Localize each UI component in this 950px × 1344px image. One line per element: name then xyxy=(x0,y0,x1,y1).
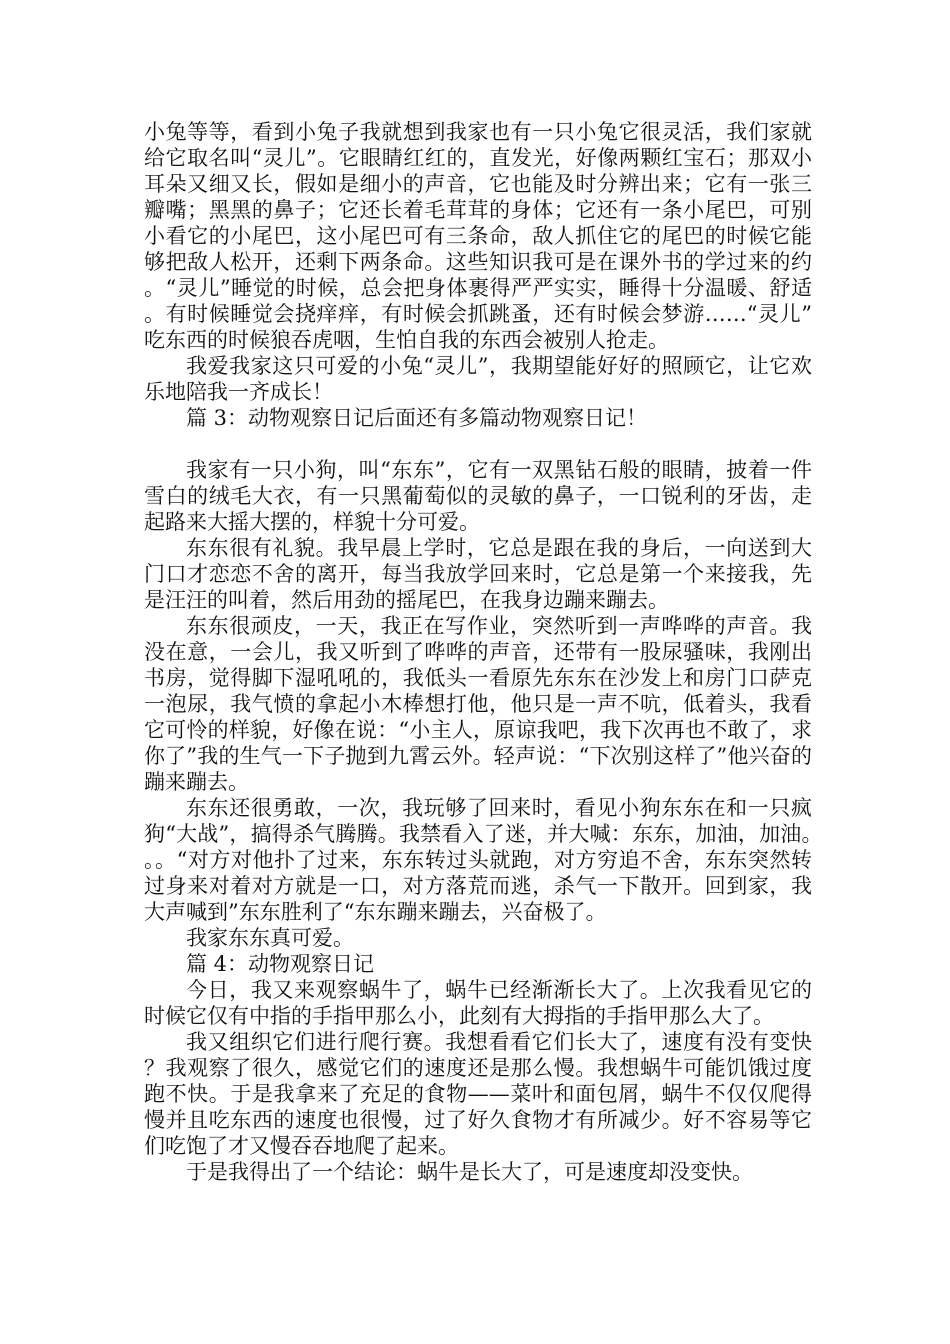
paragraph-dog-naughty: 东东很顽皮，一天，我正在写作业，突然听到一声哗哗的声音。我没在意，一会儿，我又听到了哗哗的声音，还带有一股尿骚味，我刚出书房，觉得脚下湿吼吼的，我低头一看原先东东在沙发上和房门口萨克一泡尿，我气愤的拿起小木棒想打他，他只是一声不吭，低着头，我看它可怜的样貌，好像在说：“小主人，原谅我吧，我下次再也不敢了，求你了”我的生气一下子抛到九霄云外。轻声说：“下次别这样了”他兴奋的蹦来蹦去。 xyxy=(144,614,812,794)
paragraph-dog-polite: 东东很有礼貌。我早晨上学时，它总是跟在我的身后，一向送到大门口才恋恋不舍的离开，每当我放学回来时，它总是第一个来接我，先是汪汪的叫着，然后用劲的摇尾巴，在我身边蹦来蹦去。 xyxy=(144,536,812,612)
document-page xyxy=(144,119,812,1185)
paragraph-snail-race: 我又组织它们进行爬行赛。我想看看它们长大了，速度有没有变快？我观察了很久，感觉它们的速度还是那么慢。我想蜗牛可能饥饿过度跑不快。于是我拿来了充足的食物——菜叶和面包屑，蜗牛不仅仅爬得慢并且吃东西的速度也很慢，过了好久食物才有所减少。好不容易等它们吃饱了才又慢吞吞地爬了起来。 xyxy=(144,1030,812,1158)
paragraph-rabbit-description: 小兔等等，看到小兔子我就想到我家也有一只小兔它很灵活，我们家就给它取名叫“灵儿”。它眼睛红红的，直发光，好像两颗红宝石；那双小耳朵又细又长，假如是细小的声音，它也能及时分辨出来；它有一张三瓣嘴；黑黑的鼻子；它还长着毛茸茸的身体；它还有一条小尾巴，可别小看它的小尾巴，这小尾巴可有三条命，敌人抓住它的尾巴的时候它能够把敌人松开，还剩下两条命。这些知识我可是在课外书的学过来的约。“灵儿”睡觉的时候，总会把身体裹得严严实实，睡得十分温暖、舒适。有时候睡觉会挠痒痒，有时候会抓跳蚤，还有时候会梦游……“灵儿”吃东西的时候狼吞虎咽，生怕自我的东西会被别人抢走。 xyxy=(144,120,812,352)
heading-chapter-3: 篇 3：动物观察日记后面还有多篇动物观察日记！ xyxy=(186,406,648,430)
paragraph-dog-brave: 东东还很勇敢，一次，我玩够了回来时，看见小狗东东在和一只疯狗“大战”，搞得杀气腾腾。我禁看入了迷，并大喊：东东，加油，加油。。。“对方对他扑了过来，东东转过头就跑，对方穷追不舍，东东突然转过身来对着对方就是一口，对方落荒而逃，杀气一下散开。回到家，我大声喊到”东东胜利了“东东蹦来蹦去，兴奋极了。 xyxy=(144,796,812,924)
paragraph-snail-conclusion: 于是我得出了一个结论：蜗牛是长大了，可是速度却没变快。 xyxy=(186,1160,753,1184)
heading-chapter-4: 篇 4：动物观察日记 xyxy=(186,952,375,976)
blank-line xyxy=(144,431,812,457)
paragraph-rabbit-conclusion: 我爱我家这只可爱的小兔“灵儿”，我期望能好好的照顾它，让它欢乐地陪我一齐成长！ xyxy=(144,354,812,404)
paragraph-dog-intro: 我家有一只小狗，叫“东东”，它有一双黑钻石般的眼睛，披着一件雪白的绒毛大衣，有一只黑葡萄似的灵敏的鼻子，一口锐利的牙齿，走起路来大摇大摆的，样貌十分可爱。 xyxy=(144,458,812,534)
paragraph-snail-growth: 今日，我又来观察蜗牛了，蜗牛已经渐渐长大了。上次我看见它的时候它仅有中指的手指甲那么小，此刻有大拇指的手指甲那么大了。 xyxy=(144,978,812,1028)
paragraph-dog-conclusion: 我家东东真可爱。 xyxy=(186,926,354,950)
